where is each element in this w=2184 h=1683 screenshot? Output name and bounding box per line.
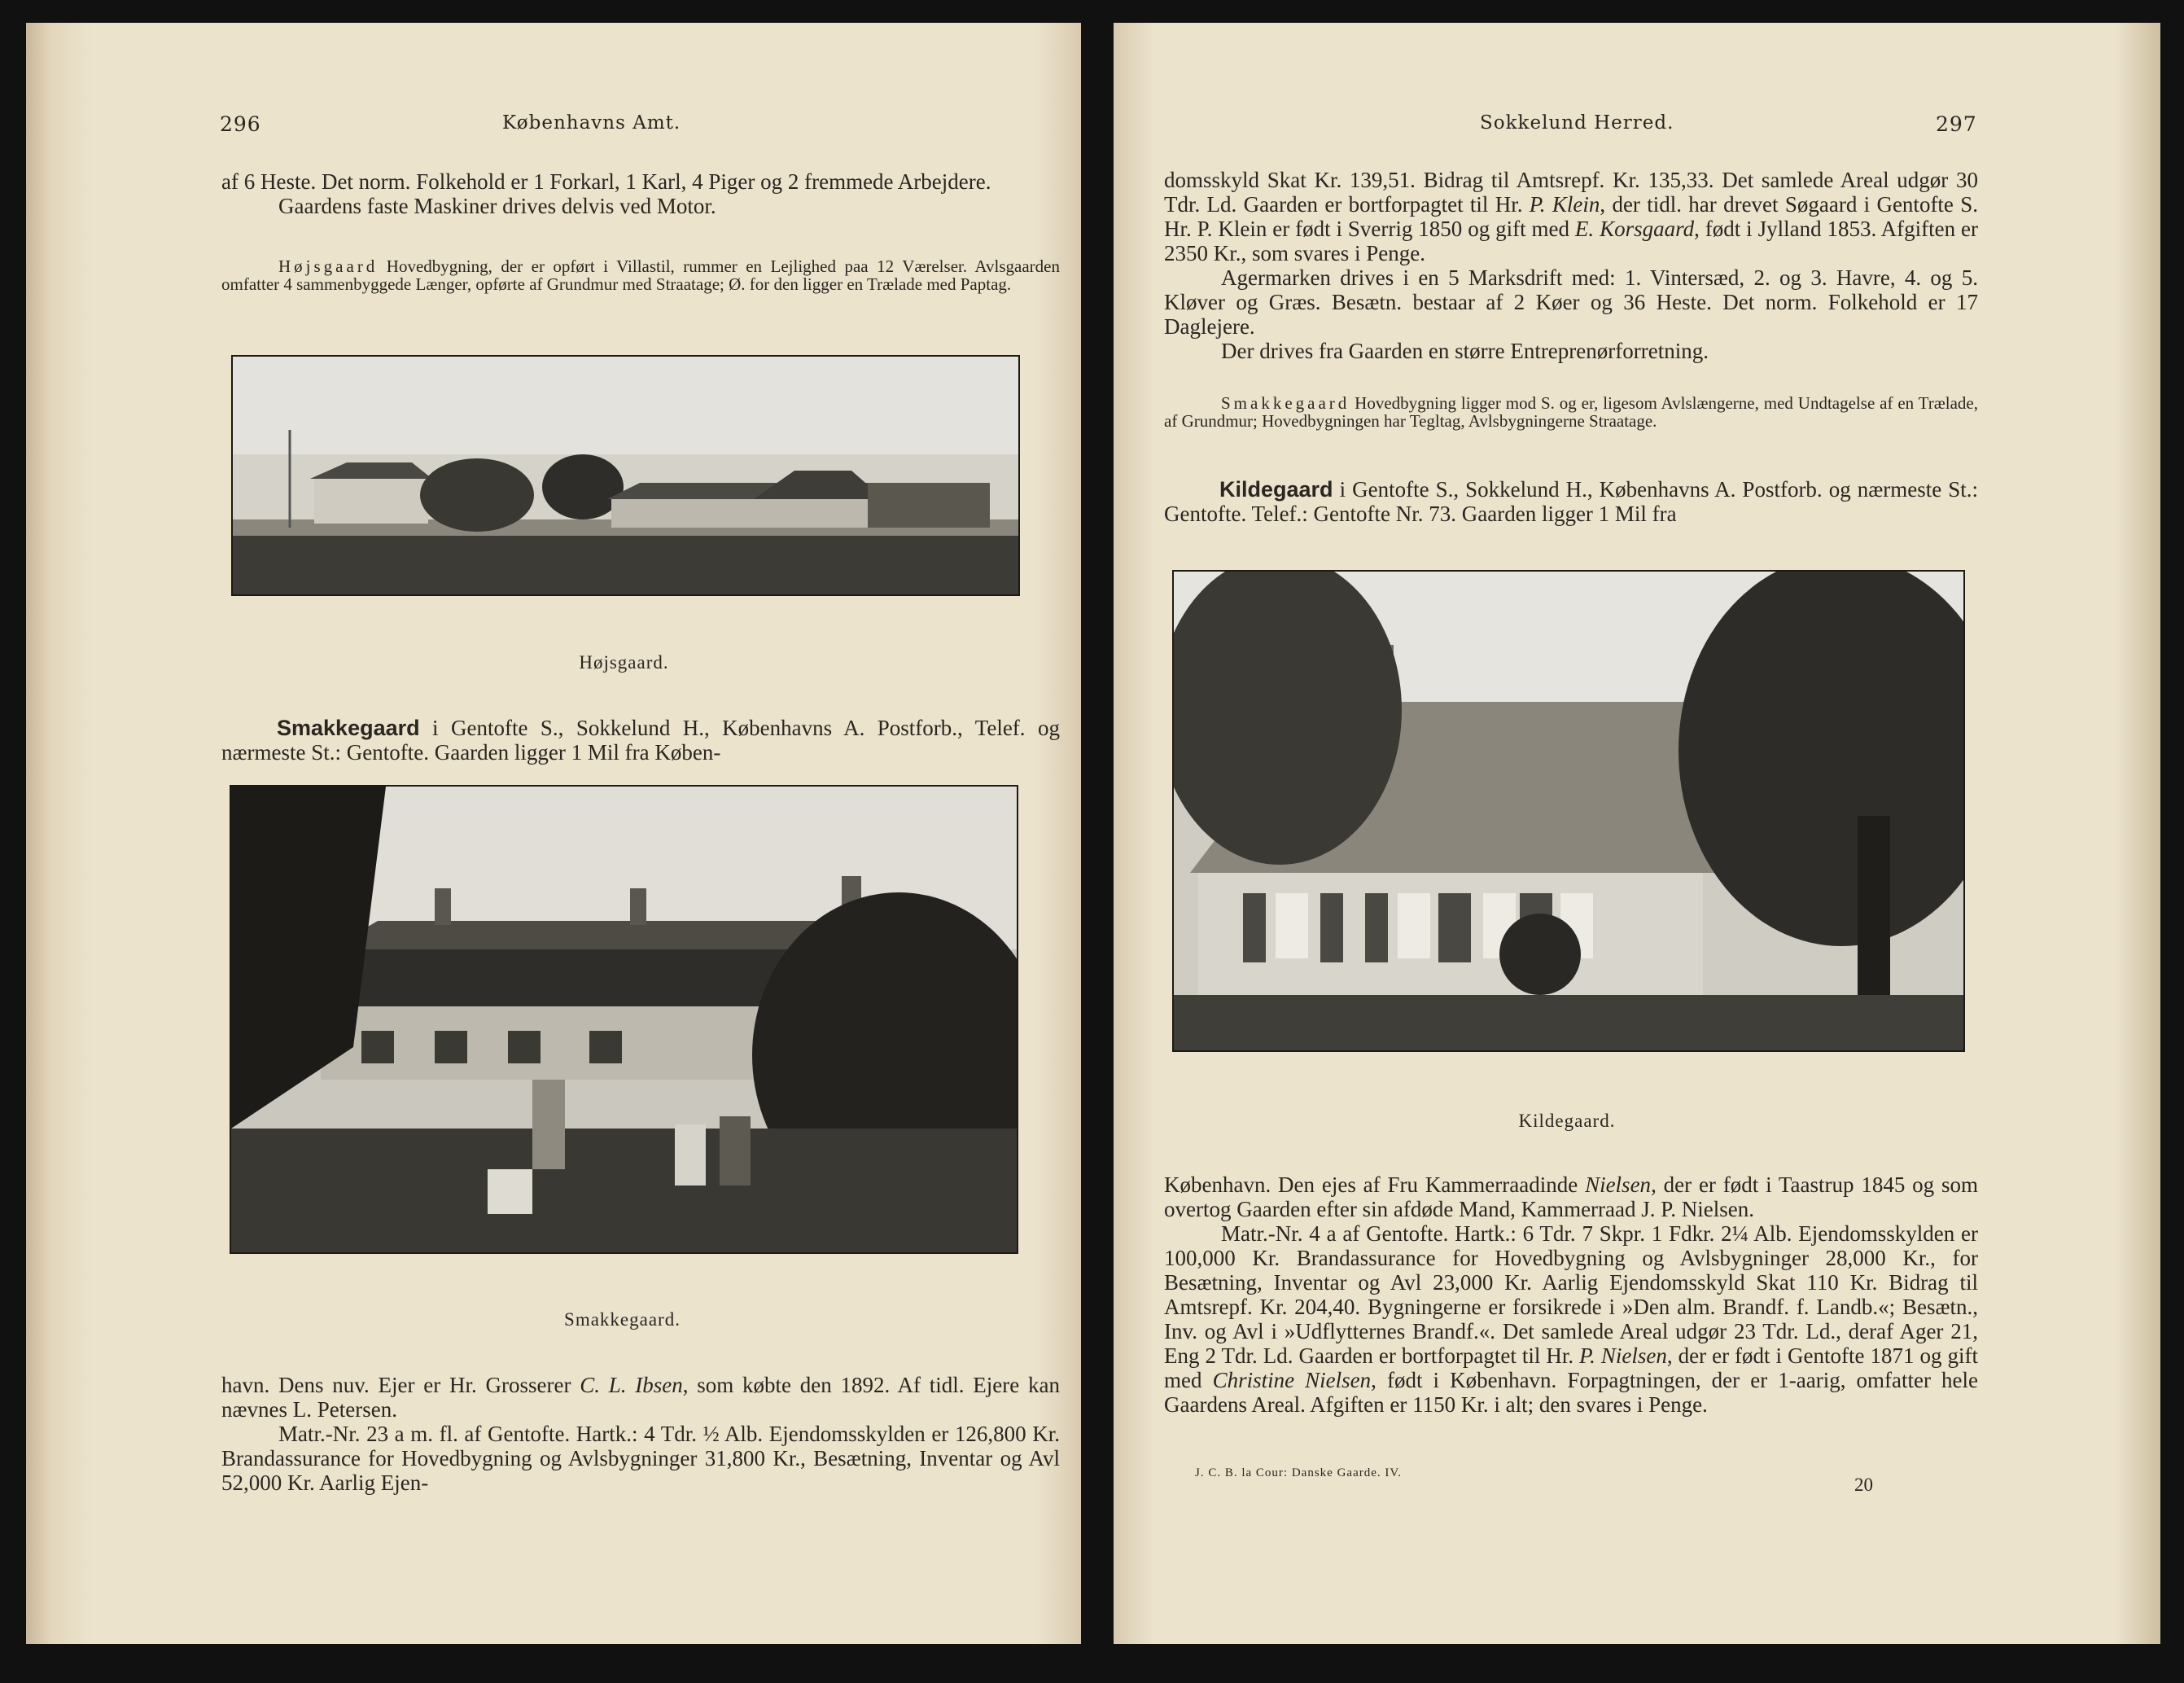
left-small-note: Højsgaard Hovedbygning, der er opført i Villastil, rummer en Lejlighed paa 12 Værelser. Avlsgaarden omfatter 4 sammenbyggede Længer, opførte af Grundmur med Straatage; Ø. for den ligger en Trælade med Paptag.	[221, 256, 1060, 294]
right-page	[1114, 23, 2160, 1644]
right-paragraph-2: Agermarken drives i en 5 Marksdrift med: 1. Vintersæd, 2. og 3. Havre, 4. og 5. Kløver og Græs. Besætn. bestaar af 2 Køer og 36 Heste. Det norm. Folkehold er 17 Daglejere.	[1164, 265, 1978, 339]
photo-kildegaard	[1172, 570, 1965, 1052]
left-paragraph-4: Matr.-Nr. 23 a m. fl. af Gentofte. Hartk.: 4 Tdr. ½ Alb. Ejendomsskylden er 126,800 Kr. Brandassurance for Hovedbygning og Avlsbygninger 31,800 Kr., Besætning, Inventar og Avl 52,000 Kr. Aarlig Ejen-	[221, 1422, 1060, 1495]
right-footer-source: J. C. B. la Cour: Danske Gaarde. IV.	[1195, 1466, 1403, 1479]
caption-hojsgaard: Højsgaard.	[579, 652, 669, 673]
left-paragraph-1: af 6 Heste. Det norm. Folkehold er 1 Forkarl, 1 Karl, 4 Piger og 2 fremmede Arbejdere.	[221, 169, 991, 194]
right-paragraph-3: Der drives fra Gaarden en større Entreprenørforretning.	[1221, 339, 1709, 363]
right-running-head: Sokkelund Herred.	[1480, 112, 1674, 134]
tenant-name-nielsen: P. Nielsen	[1579, 1343, 1667, 1368]
left-bottom-text	[221, 1373, 1060, 1495]
right-bottom-text	[1164, 1172, 1978, 1417]
right-entry-kildegaard: Kildegaard i Gentofte S., Sokkelund H., Københavns A. Postforb. og nærmeste St.: Gentofte. Telef.: Gentofte Nr. 73. Gaarden ligger 1 Mil fra	[1164, 477, 1978, 526]
right-small-note-lead: Smakkegaard	[1221, 393, 1350, 413]
right-top-text	[1164, 168, 1978, 363]
left-page-number: 296	[220, 112, 261, 136]
right-signature-mark: 20	[1854, 1475, 1873, 1495]
photo-hojsgaard	[231, 355, 1020, 596]
left-page	[26, 23, 1081, 1644]
right-small-note: Smakkegaard Hovedbygning ligger mod S. og er, ligesom Avlslængerne, med Undtagelse af en Trælade, af Grundmur; Hovedbygningen har Tegltag, Avlsbygningerne Straatage.	[1164, 393, 1978, 431]
wife-name-christine-nielsen: Christine Nielsen	[1212, 1368, 1372, 1392]
right-paragraph-1: domsskyld Skat Kr. 139,51. Bidrag til Amtsrepf. Kr. 135,33. Det samlede Areal udgør 30 Tdr. Ld. Gaarden er bortforpagtet til Hr. P. Klein, der tidl. har drevet Søgaard i Gentofte S. Hr. P. Klein er født i Sverrig 1850 og gift med E. Korsgaard, født i Jylland 1853. Afgiften er 2350 Kr., som svares i Penge.	[1164, 168, 1978, 265]
left-paragraph-3: havn. Dens nuv. Ejer er Hr. Grosserer C. L. Ibsen, som købte den 1892. Af tidl. Ejere kan nævnes L. Petersen.	[221, 1373, 1060, 1422]
left-top-text	[221, 169, 1060, 218]
photo-smakkegaard	[230, 785, 1018, 1254]
wife-name-korsgaard: E. Korsgaard	[1574, 217, 1695, 241]
entry-name-smakkegaard: Smakkegaard	[277, 716, 420, 740]
caption-smakkegaard: Smakkegaard.	[564, 1309, 681, 1330]
left-small-note-lead: Højsgaard	[278, 256, 379, 276]
tenant-name-klein: P. Klein	[1529, 192, 1600, 217]
caption-kildegaard: Kildegaard.	[1518, 1111, 1616, 1131]
entry-name-kildegaard: Kildegaard	[1219, 477, 1333, 502]
right-paragraph-4: København. Den ejes af Fru Kammerraadinde Nielsen, der er født i Taastrup 1845 og som overtog Gaarden efter sin afdøde Mand, Kammerraad J. P. Nielsen.	[1164, 1172, 1979, 1221]
right-paragraph-5: Matr.-Nr. 4 a af Gentofte. Hartk.: 6 Tdr. 7 Skpr. 1 Fdkr. 2¼ Alb. Ejendomsskylden er 100,000 Kr. Brandassurance for Hovedbygning og Avlsbygninger 28,000 Kr., for Besætning, Inventar og Avl 23,000 Kr. Aarlig Ejendomsskyld Skat 110 Kr. Bidrag til Amtsrepf. Kr. 204,40. Bygningerne er forsikrede i »Den alm. Brandf. f. Landb.«; Besætn., Inv. og Avl i »Udflytternes Brandf.«. Det samlede Areal udgør 23 Tdr. Ld., deraf Ager 21, Eng 2 Tdr. Ld. Gaarden er bortforpagtet til Hr. P. Nielsen, der er født i Gentofte 1871 og gift med Christine Nielsen, født i København. Forpagtningen, der er 1-aarig, omfatter hele Gaardens Areal. Afgiften er 1150 Kr. i alt; den svares i Penge.	[1164, 1221, 1979, 1417]
left-paragraph-2: Gaardens faste Maskiner drives delvis ved Motor.	[278, 194, 716, 218]
left-entry-smakkegaard: Smakkegaard i Gentofte S., Sokkelund H., Københavns A. Postforb., Telef. og nærmeste St.: Gentofte. Gaarden ligger 1 Mil fra Køben-	[221, 716, 1060, 765]
owner-name-ibsen: C. L. Ibsen	[580, 1373, 683, 1397]
right-page-number: 297	[1936, 112, 1977, 136]
owner-name-nielsen: Nielsen	[1585, 1172, 1652, 1197]
left-running-head: Københavns Amt.	[502, 112, 681, 134]
